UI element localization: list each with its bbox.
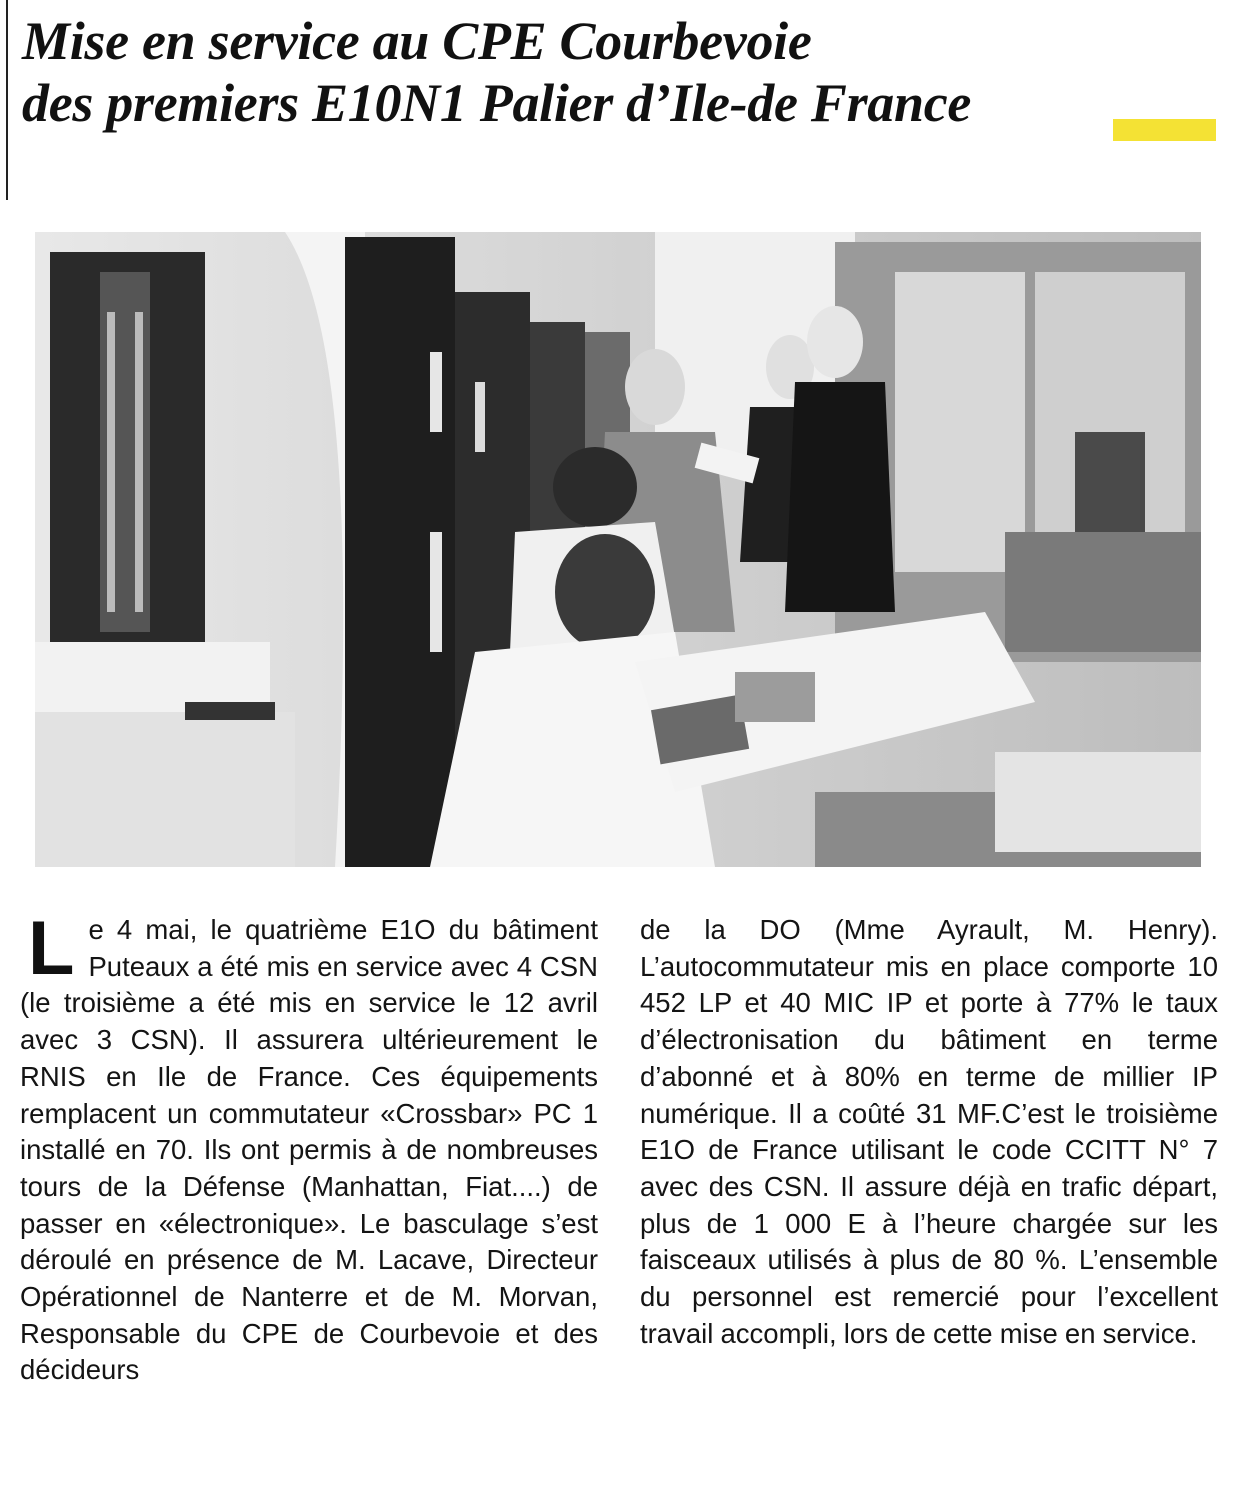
photo-image-icon	[35, 232, 1201, 867]
article-body-column-2	[640, 912, 1218, 1352]
column-2-text: de la DO (Mme Ayrault, M. Henry). L’autocommutateur mis en place comporte 10 452 LP et 40 MIC IP et porte à 77% le taux d’électronisation du bâtiment en terme d’abonné et à 80% en terme de millier IP numérique. Il a coûté 31 MF.C’est le troisième E1O de France utilisant le code CCITT N° 7 avec des CSN. Il assure déjà en trafic départ, plus de 1 000 E à l’heure chargée sur les faisceaux utilisés à plus de 80 %. L’ensemble du personnel est remercié pour l’excellent travail accompli, lors de cette mise en service.	[640, 914, 1218, 1349]
yellow-accent-bar	[1113, 119, 1216, 141]
column-1-text: e 4 mai, le quatrième E1O du bâtiment Puteaux a été mis en service avec 4 CSN (le troisième a été mis en service le 12 avril avec 3 CSN). Il assurera ultérieurement le RNIS en Ile de France. Ces équipements remplacent un commutateur «Crossbar» PC 1 installé en 70. Ils ont permis à de nombreuses tours de la Défense (Manhattan, Fiat....) de passer en «électronique». Le basculage s’est déroulé en présence de M. Lacave, Directeur Opérationnel de Nanterre et de M. Morvan, Responsable du CPE de Courbevoie et des décideurs	[20, 914, 598, 1386]
article-photo	[35, 232, 1201, 867]
article-body-column-1	[20, 906, 598, 1389]
drop-cap: L	[28, 906, 75, 991]
margin-rule	[6, 0, 8, 200]
title-line-2: des premiers E10N1 Palier d’Ile-de France	[22, 73, 972, 133]
title-line-1: Mise en service au CPE Courbevoie	[22, 11, 812, 71]
article-title	[22, 10, 1232, 134]
